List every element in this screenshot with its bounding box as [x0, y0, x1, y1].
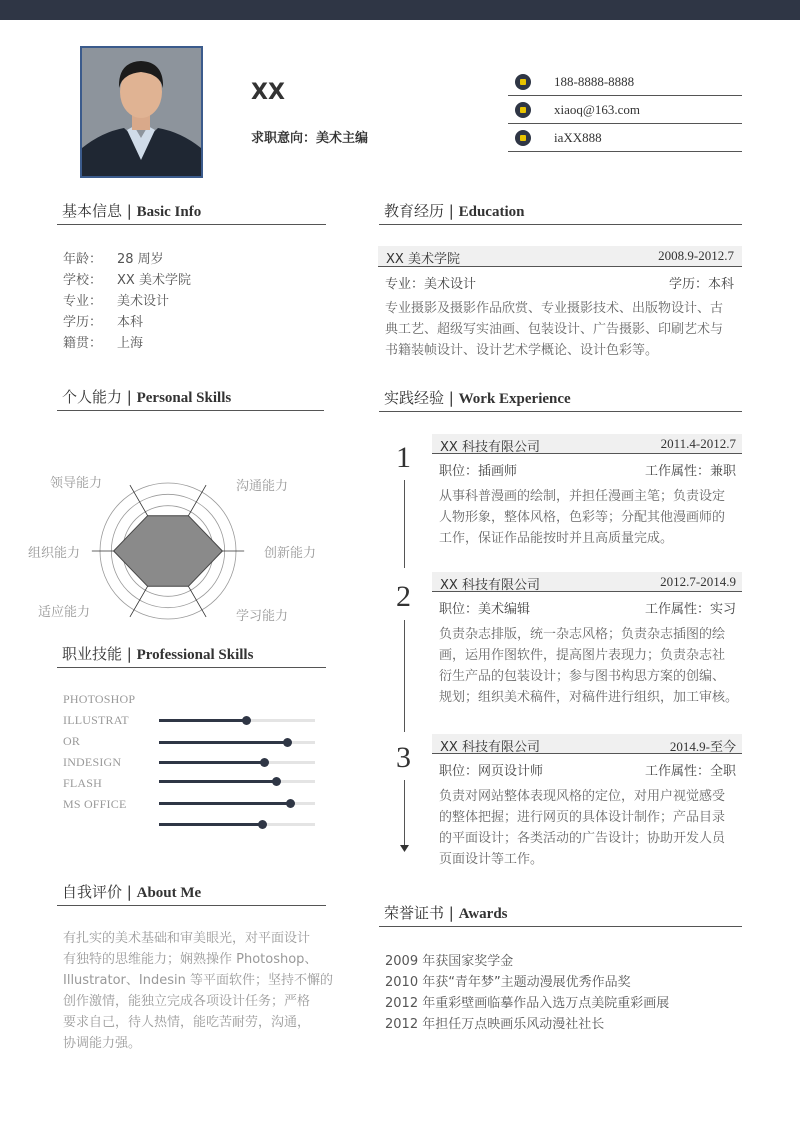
job-description [439, 486, 725, 549]
about-line: 要求自己，待人热情，能吃苦耐劳，沟通， [63, 1015, 311, 1030]
job-header [432, 572, 742, 592]
skill-bar-fill [159, 823, 262, 826]
section-personal-skills: 个人能力 | Personal Skills [57, 385, 324, 411]
job-desc-line: 从事科普漫画的绘制，并担任漫画主笔；负责设定 [439, 489, 726, 504]
section-title-cn: 荣誉证书 [384, 904, 445, 922]
section-title-cn: 职业技能 [62, 645, 123, 663]
info-value: 上海 [117, 336, 144, 351]
skill-name: OR [63, 734, 81, 748]
section-awards: 荣誉证书 | Awards [379, 901, 742, 927]
section-title-en: Professional Skills [136, 647, 254, 663]
section-about-me: 自我评价 | About Me [57, 880, 326, 906]
skill-bar [159, 761, 315, 764]
phone-icon [515, 74, 531, 90]
skill-bar-fill [159, 780, 276, 783]
info-label: 学校： [63, 273, 103, 288]
skill-bar-knob [258, 820, 267, 829]
award-item: 2012 年担任万点映画乐风动漫社社长 [385, 1017, 605, 1032]
section-title-cn: 基本信息 [62, 202, 123, 220]
info-value: 本科 [117, 315, 144, 330]
education-desc-line: 典工艺、超级写实油画、包装设计、广告摄影、印刷艺术与 [385, 322, 724, 337]
section-education: 教育经历 | Education [379, 199, 742, 225]
job-desc-line: 画，运用作图软件，提高图片表现力；负责杂志社 [439, 648, 726, 663]
person-portrait-icon [82, 48, 201, 176]
info-label: 专业： [63, 294, 103, 309]
skill-bar-fill [159, 741, 287, 744]
skill-bar [159, 719, 315, 722]
job-desc-line: 负责对网站整体表现风格的定位，对用户视觉感受 [439, 789, 726, 804]
info-label: 年龄： [63, 252, 103, 267]
info-school [63, 269, 191, 288]
skill-bar-knob [260, 758, 269, 767]
skill-bar [159, 741, 315, 744]
job-desc-line: 工作，保证作品能按时并且高质量完成。 [439, 531, 674, 546]
radar-label: 领导能力 [50, 476, 103, 491]
timeline-arrow-icon [400, 845, 409, 853]
skill-name: MS OFFICE [63, 797, 127, 811]
award-item: 2009 年获国家奖学金 [385, 954, 514, 969]
skill-name: ILLUSTRAT [63, 713, 129, 727]
education-major: 专业：美术设计 [385, 277, 477, 292]
info-label: 籍贯： [63, 336, 103, 351]
contact-phone [508, 68, 742, 96]
award-item: 2010 年获“青年梦”主题动漫展优秀作品奖 [385, 975, 631, 990]
section-title-en: Awards [458, 906, 508, 922]
education-desc-line: 专业摄影及摄影作品欣赏、专业摄影技术、出版物设计、古 [385, 301, 724, 316]
info-value: 美术设计 [117, 294, 170, 309]
section-title-cn: 教育经历 [384, 202, 445, 220]
job-company: XX 科技有限公司 [440, 740, 540, 755]
about-text [63, 928, 333, 1054]
section-title-en: Personal Skills [136, 390, 232, 406]
skill-name: PHOTOSHOP [63, 692, 136, 706]
job-desc-line: 人物形象，整体风格，色彩等；分配其他漫画师的 [439, 510, 726, 525]
job-period: 2012.7-2014.9 [660, 574, 736, 589]
job-desc-line: 负责杂志排版，统一杂志风格；负责杂志插图的绘 [439, 627, 726, 642]
radar-chart [20, 465, 330, 630]
skill-bar [159, 780, 315, 783]
profile-photo [80, 46, 203, 178]
contact-email [508, 96, 742, 124]
job-type: 工作属性：兼职 [644, 464, 736, 479]
section-title-en: Education [458, 204, 525, 220]
contact-phone-text: 188-8888-8888 [554, 74, 635, 89]
timeline-line [404, 780, 405, 848]
job-desc-line: 的平面设计；各类活动的广告设计；协助开发人员 [439, 831, 726, 846]
skill-bar-fill [159, 802, 290, 805]
job-description [439, 786, 725, 870]
skill-bar-fill [159, 761, 264, 764]
job-header [432, 734, 742, 754]
contact-qq-text: iaXX888 [554, 130, 602, 145]
job-desc-line: 衍生产品的包装设计；参与图书构思方案的创编、 [439, 669, 726, 684]
section-title-cn: 个人能力 [62, 388, 123, 406]
radar-label: 沟通能力 [236, 479, 289, 494]
education-school: XX 美术学院 [386, 252, 460, 267]
education-degree: 学历：本科 [668, 277, 734, 292]
timeline-number: 3 [396, 741, 411, 774]
info-value: XX 美术学院 [117, 273, 191, 288]
skill-name: INDESIGN [63, 755, 122, 769]
job-type: 工作属性：实习 [644, 602, 736, 617]
skill-bar-knob [242, 716, 251, 725]
job-desc-line: 的整体把握；进行网页的具体设计制作；产品目录 [439, 810, 726, 825]
section-work-experience: 实践经验 | Work Experience [379, 386, 742, 412]
job-company: XX 科技有限公司 [440, 578, 540, 593]
education-header [378, 246, 742, 267]
job-position: 职位：网页设计师 [439, 764, 544, 779]
info-age [63, 248, 164, 267]
radar-label: 学习能力 [236, 609, 289, 624]
skill-bar [159, 823, 315, 826]
skill-bar-fill [159, 719, 246, 722]
timeline-number: 2 [396, 580, 411, 613]
section-title-en: Work Experience [458, 391, 571, 407]
section-basic-info: 基本信息 | Basic Info [57, 199, 326, 225]
info-label: 学历： [63, 315, 103, 330]
section-title-en: About Me [136, 885, 202, 901]
job-desc-line: 页面设计等工作。 [439, 852, 544, 867]
top-bar [0, 0, 800, 20]
skill-bar-knob [272, 777, 281, 786]
job-desc-line: 规划；组织美术稿件，对稿件进行组织，加工审核。 [439, 690, 739, 705]
job-intent: 求职意向：美术主编 [251, 131, 369, 146]
section-title-cn: 自我评价 [62, 883, 123, 901]
job-position: 职位：美术编辑 [439, 602, 531, 617]
radar-label: 创新能力 [264, 546, 317, 561]
radar-label: 组织能力 [28, 546, 81, 561]
candidate-name: XX [251, 80, 285, 105]
timeline-line [404, 480, 405, 568]
job-type: 工作属性：全职 [644, 764, 736, 779]
about-line: 有扎实的美术基础和审美眼光，对平面设计 [63, 931, 311, 946]
job-position: 职位：插画师 [439, 464, 518, 479]
qq-icon [515, 130, 531, 146]
skill-bar-knob [283, 738, 292, 747]
about-line: 协调能力强。 [63, 1036, 142, 1051]
award-item: 2012 年重彩壁画临摹作品入选万点美院重彩画展 [385, 996, 670, 1011]
info-hometown [63, 332, 144, 351]
job-period: 2011.4-2012.7 [660, 436, 736, 451]
section-title-cn: 实践经验 [384, 389, 445, 407]
radar-label: 适应能力 [38, 605, 91, 620]
education-desc-line: 书籍装帧设计、设计艺术学概论、设计色彩等。 [385, 343, 659, 358]
job-period: 2014.9-至今 [669, 739, 736, 754]
about-line: 创作激情，能独立完成各项设计任务；严格 [63, 994, 311, 1009]
skill-bar [159, 802, 315, 805]
skill-name: FLASH [63, 776, 103, 790]
skill-bar-knob [286, 799, 295, 808]
info-value: 28 周岁 [117, 252, 164, 267]
section-title-en: Basic Info [136, 204, 202, 220]
timeline-line [404, 620, 405, 732]
contact-email-text: xiaoq@163.com [554, 102, 640, 117]
section-professional-skills: 职业技能 | Professional Skills [57, 642, 326, 668]
education-description [385, 298, 723, 361]
about-line: 有独特的思维能力；娴熟操作 Photoshop、 [63, 952, 318, 967]
job-company: XX 科技有限公司 [440, 440, 540, 455]
job-header [432, 434, 742, 454]
info-major [63, 290, 170, 309]
contact-qq [508, 124, 742, 152]
education-period: 2008.9-2012.7 [658, 248, 734, 263]
info-degree [63, 311, 144, 330]
about-line: Illustrator、Indesin 等平面软件；坚持不懈的 [63, 973, 333, 988]
email-icon [515, 102, 531, 118]
timeline-number: 1 [396, 441, 411, 474]
job-description [439, 624, 738, 708]
